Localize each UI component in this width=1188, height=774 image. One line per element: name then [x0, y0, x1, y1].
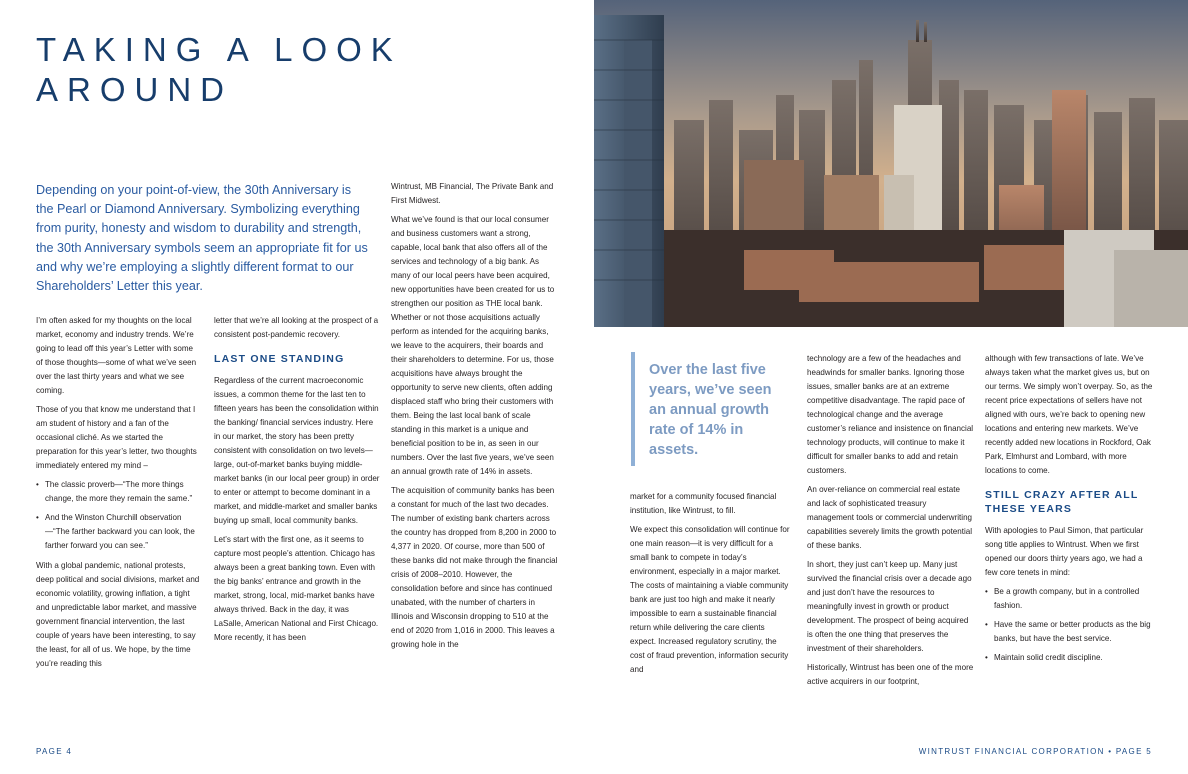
chicago-skyline-photo: [594, 0, 1188, 327]
section-heading-still-crazy: STILL CRAZY AFTER ALL THESE YEARS: [985, 489, 1139, 515]
list-item: • And the Winston Churchill observation—“The farther backward you can look, the farther forward you can see.”: [36, 511, 200, 553]
quote-list: [36, 478, 200, 553]
column-2: [214, 314, 380, 650]
title-line-2: AROUND: [36, 71, 234, 108]
list-item: • The classic proverb—“The more things change, the more they remain the same.”: [36, 478, 200, 506]
paragraph: Wintrust, MB Financial, The Private Bank and First Midwest.: [391, 182, 554, 205]
paragraph: The acquisition of community banks has been a constant for much of the last two decades. The number of existing bank charters across the country has dropped from 8,200 in 2000 to 4,377 in 2020. Of course, more than 500 of these banks did not make through the financial crisis of 2008–2010. However, the consolidation before and since has continued unabated, with the number of charters in Illinois and Wisconsin dropping to 510 at the end of 2020 from 1,016 in 2000. This leaves a growing hole in the: [391, 486, 558, 649]
paragraph: technology are a few of the headaches and headwinds for smaller banks. Ignoring those issues, smaller banks are at an extreme competitive disadvantage. The rapid pace of technological change and the average customer’s reliance and insistence on financial technology products, will continue to make it difficult for smaller banks to add and retain customers.: [807, 354, 974, 475]
paragraph: In short, they just can’t keep up. Many just survived the financial crisis over a decade ago and just don’t have the resources to meaningfully invest in growth or product development. The prospect of being acquired is often the one thing that preserves the investment of their shareholders.: [807, 560, 972, 653]
paragraph: With a global pandemic, national protests, deep political and social divisions, market and economic volatility, growing inflation, a tight and unpredictable labor market, and massive government financial intervention, the last couple of years have been interesting, to say the least, for all of us. We hope, by the time you’re reading this: [36, 561, 200, 668]
list-item: • Be a growth company, but in a controlled fashion.: [985, 585, 1153, 613]
column-6: [985, 352, 1153, 671]
paragraph: Historically, Wintrust has been one of the more active acquirers in our footprint,: [807, 663, 974, 686]
paragraph: With apologies to Paul Simon, that particular song title applies to Wintrust. When we first opened our doors thirty years ago, we had a few core tenets in mind:: [985, 526, 1144, 577]
column-3: [391, 180, 559, 657]
list-item: • Maintain solid credit discipline.: [985, 651, 1153, 665]
paragraph: What we’ve found is that our local consumer and business customers want a strong, capable, local bank that also offers all of the services and technology of a big bank. As many of our local peers have been acquired, new opportunities have been created for us to strengthen our position as THE local bank. Whether or not those acquisitions actually perform as intended for the acquiring banks, we leave to the acquirers, their boards and their shareholders to determine. For us, those acquisitions have always brought the opportunity to serve new clients, often adding displaced staff who bring their customers with them. Being the last local bank of scale standing in this market is a unique and beneficial position to be in, as seen in our numbers. Over the last five years, we’ve seen an annual growth rate of 14% in assets.: [391, 215, 555, 476]
paragraph: We expect this consolidation will continue for one main reason—it is very difficult for a small bank to compete in today’s environment, especially in a major market. The costs of maintaining a viable community bank are just too high and make it nearly impossible to earn a sustainable financial return while delivering the care clients expect. Increased regulatory scrutiny, the cost of fraud prevention, information security and: [630, 525, 790, 674]
title-line-1: TAKING A LOOK: [36, 31, 402, 68]
paragraph: although with few transactions of late. We’ve always taken what the market gives us, but on our terms. We simply won’t overpay. So, as the recent price expectations of sellers have not aligned with ours, we’re back to opening new locations and entering new markets. We’ve recently added new locations in Rockford, Oak Park, Elmhurst and Lombard, with more locations to come.: [985, 354, 1153, 475]
paragraph: I’m often asked for my thoughts on the local market, economy and industry trends. We’re going to lead off this year’s Letter with some of those thoughts—some of what we’ve seen over the last thirty years and what we see coming.: [36, 316, 197, 395]
skyline-illustration: [594, 0, 1188, 327]
column-4: [630, 490, 792, 682]
page-title: [36, 30, 556, 110]
page-number-right: WINTRUST FINANCIAL CORPORATION • PAGE 5: [918, 747, 1152, 756]
paragraph: Let’s start with the first one, as it seems to capture most people’s attention. Chicago has always been a great banking town. Even with the big banks’ entrance and growth in the market, strong, local, mid-market banks have always thrived. Back in the day, it was LaSalle, American National and First Chicago. More recently, it has been: [214, 535, 379, 642]
paragraph: An over-reliance on commercial real estate and lack of sophisticated treasury management tools or commercial underwriting capabilities severely limits the growth potential of these banks.: [807, 485, 973, 550]
paragraph: letter that we’re all looking at the prospect of a consistent post-pandemic recovery.: [214, 316, 379, 339]
tenets-list: [985, 585, 1153, 665]
paragraph: market for a community focused financial institution, like Wintrust, to fill.: [630, 492, 777, 515]
page-number-left: PAGE 4: [36, 747, 73, 756]
pull-quote: Over the last five years, we’ve seen an annual growth rate of 14% in assets.: [631, 352, 791, 466]
column-1: [36, 314, 200, 676]
column-5: [807, 352, 975, 694]
section-heading-last-one-standing: LAST ONE STANDING: [214, 353, 345, 365]
intro-paragraph: Depending on your point-of-view, the 30th Anniversary is the Pearl or Diamond Anniversary. Symbolizing everything from purity, honesty and wisdom to durability and strength, the 30th Anniversary symbols seem an appropriate fit for us and why we’re employing a slightly different format to our Shareholders’ Letter this year.: [36, 183, 368, 294]
paragraph: Regardless of the current macroeconomic issues, a common theme for the last ten to fifteen years has been the consolidation within the banking/ financial services industry. Here in our market, the story has been pretty consistent with consolidation on two levels—large, out-of-market banks buying middle-market banks (in our local peer group) in order to enter or attempt to become dominant in a market, and middle-market and smaller banks buying up small, local community banks.: [214, 376, 380, 525]
paragraph: Those of you that know me understand that I am student of history and a fan of the occasional cliché. As we started the preparation for this year’s letter, two thoughts immediately entered my mind –: [36, 405, 197, 470]
list-item: • Have the same or better products as the big banks, but have the best service.: [985, 618, 1153, 646]
